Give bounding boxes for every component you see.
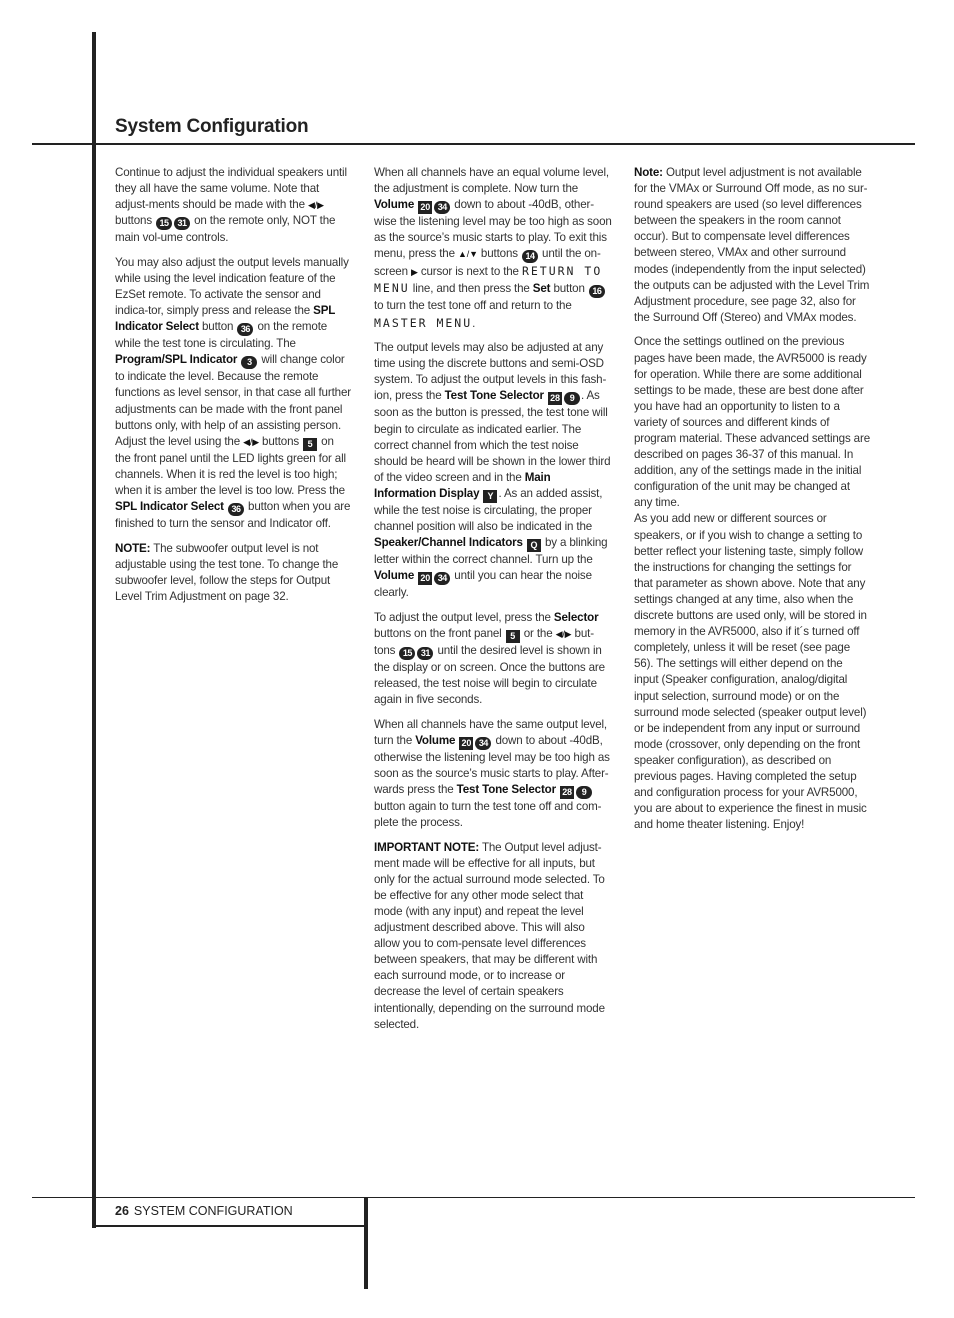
up-down-arrows-icon: ▲/▼ <box>457 249 478 260</box>
page-footer <box>115 1204 293 1218</box>
front-panel-number-badge: 20 <box>418 201 432 214</box>
page-number: 26 <box>115 1204 129 1218</box>
page-title: System Configuration <box>115 116 309 137</box>
footer-section-title: SYSTEM CONFIGURATION <box>133 1204 293 1218</box>
footer-vertical-bar <box>364 1197 368 1289</box>
button-number-badge: 15 <box>156 217 172 230</box>
osd-text: MASTER MENU <box>374 315 473 330</box>
button-number-badge: 31 <box>417 647 433 660</box>
left-right-arrows-icon: ◀/▶ <box>243 436 259 447</box>
column-3 <box>634 165 870 842</box>
button-number-badge: 31 <box>174 217 190 230</box>
button-number-badge: 14 <box>522 250 538 263</box>
button-number-badge: 9 <box>564 392 580 405</box>
important-note-paragraph: IMPORTANT NOTE: The Output level adjust-ment made will be effective for all inputs, but only for the actual surround mode selected. To be effective for any other mode select that mode (with any input) and repeat the level adjustment described above. This will also allow you to com-pensate level differences between speakers, that may be different with each surround mode, or to increase or decrease the level of certain speakers intentionally, depending on the surround mode selected. <box>374 840 605 1031</box>
column-2 <box>374 165 612 1041</box>
front-panel-number-badge: Q <box>527 539 541 552</box>
button-number-badge: 36 <box>237 323 253 336</box>
left-right-arrows-icon: ◀/▶ <box>555 628 572 639</box>
header-rule <box>32 143 915 145</box>
paragraph: The output levels may also be adjusted at any time using the discrete buttons and semi-OSD system. To adjust the output levels in this fash-ion, press the Test Tone Selector 28 9 . As soon as the button is pressed, the test tone will begin to circulate as indicated earlier. The correct channel from which the test noise should be heard will be shown in the lower third of the video screen and in the Main Information Display Y . As an added assist, while the test noise is circulating, the proper channel position will also be indicated in the Speaker/Channel Indicators Q by a blinking letter within the correct channel. Turn up the Volume 20 34 until you can hear the noise clearly. <box>374 341 611 600</box>
note-paragraph: NOTE: The subwoofer output level is not adjustable using the test tone. To change the subwoofer level, follow the steps for Output Level Trim Adjustment on page 32. <box>115 541 339 603</box>
front-panel-number-badge: 20 <box>459 737 473 750</box>
front-panel-number-badge: 28 <box>560 786 574 799</box>
paragraph: When all channels have an equal volume level, the adjustment is complete. Now turn the Volume 20 34 down to about -40dB, other-wise the listening level may be too high as soon as the source’s music starts to play. To exit this menu, press the ▲/▼ buttons 14 until the on-screen ▶ cursor is next to the RETURN TO MENU line, and then press the Set button 16 to turn the test tone off and return to the MASTER MENU. <box>374 166 612 330</box>
paragraph: You may also adjust the output levels manually while using the level indication feature of the EzSet remote. To activate the sensor and indica-tor, simply press and release the SPL Indicator Select button 36 on the remote while the test tone is circulating. The Program/SPL Indicator 3 will change color to indicate the level. Because the remote functions as level sensor, in that case all further adjustments can be made with the front panel buttons only, with help of an assisting person. Adjust the level using the ◀/▶ buttons 5 on the front panel until the LED lights green for all channels. When it is red the level is too high; when it is amber the level is too low. Press the SPL Indicator Select 36 button when you are finished to turn the sensor and Indicator off. <box>115 255 351 530</box>
left-right-arrows-icon: ◀/▶ <box>307 200 324 211</box>
paragraph: Once the settings outlined on the previous pages have been made, the AVR5000 is ready for operation. While there are some additional settings to be made, these are best done after you have had an opportunity to listen to a variety of sources and different kinds of program material. These advanced settings are described on pages 36-37 of this manual. In addition, any of the settings made in the initial configuration of the unit may be changed at any time. <box>634 335 870 510</box>
paragraph: As you add new or different sources or speakers, or if you wish to change a setting to better reflect your listening taste, simply follow the instructions for changing the settings for that parameter as shown above. Note that any settings changed at any time, also when the discrete buttons are used only, will be stored in memory in the AVR5000, also if it´s turned off completely, unless it will be reset (see page 56). The settings will either depend on the input (Speaker configuration, analog/digital input selection, surround mode) or on the surround mode selected (speaker output level) or be independent from any input or surround mode (crossover, only depending on the front speaker configuration), as described on previous pages. Having completed the setup and configuration process for your AVR5000, you are about to experience the finest in music and home theater listening. Enjoy! <box>634 512 867 832</box>
front-panel-number-badge: 5 <box>303 438 317 451</box>
front-panel-number-badge: 28 <box>548 392 562 405</box>
footer-underline <box>92 1225 368 1227</box>
button-number-badge: 15 <box>399 647 415 660</box>
front-panel-number-badge: Y <box>483 490 497 503</box>
button-number-badge: 34 <box>475 737 491 750</box>
note-paragraph: Note: Output level adjustment is not available for the VMAx or Surround Off mode, as no sur-round speakers are used (so level differences between the speakers in the room cannot occur). But to compensate level differences between stereo, VMAx and other surround modes (independently from the input selected) the outputs can be adjusted with the Level Trim Adjustment procedure, see page 32, also for the Surround Off (Stereo) and VMAx modes. <box>634 166 870 324</box>
button-number-badge: 9 <box>576 786 592 799</box>
paragraph: To adjust the output level, press the Selector buttons on the front panel 5 or the ◀/▶ but-tons 15 31 until the desired level is shown in the display or on screen. Once the buttons are released, the test noise will begin to circulate again in five seconds. <box>374 610 605 707</box>
cursor-arrow-icon: ▶ <box>410 267 418 278</box>
osd-text: RETURN TO MENU <box>374 264 603 296</box>
left-vertical-bar <box>92 32 96 1228</box>
button-number-badge: 36 <box>228 503 244 516</box>
paragraph: When all channels have the same output level, turn the Volume 20 34 down to about -40dB, otherwise the listening level may be too high as soon as the source’s music starts to play. After-wards press the Test Tone Selector 28 9 button again to turn the test tone off and com-plete the process. <box>374 717 610 830</box>
footer-rule <box>32 1197 915 1198</box>
button-number-badge: 34 <box>434 201 450 214</box>
button-number-badge: 3 <box>241 356 257 369</box>
front-panel-number-badge: 20 <box>418 572 432 585</box>
column-1 <box>115 165 351 613</box>
button-number-badge: 34 <box>434 572 450 585</box>
front-panel-number-badge: 5 <box>506 630 520 643</box>
button-number-badge: 16 <box>589 285 605 298</box>
paragraph: Continue to adjust the individual speakers until they all have the same volume. Note that adjust-ments should be made with the ◀/▶ buttons 15 31 on the remote only, NOT the main vol-ume controls. <box>115 166 347 245</box>
